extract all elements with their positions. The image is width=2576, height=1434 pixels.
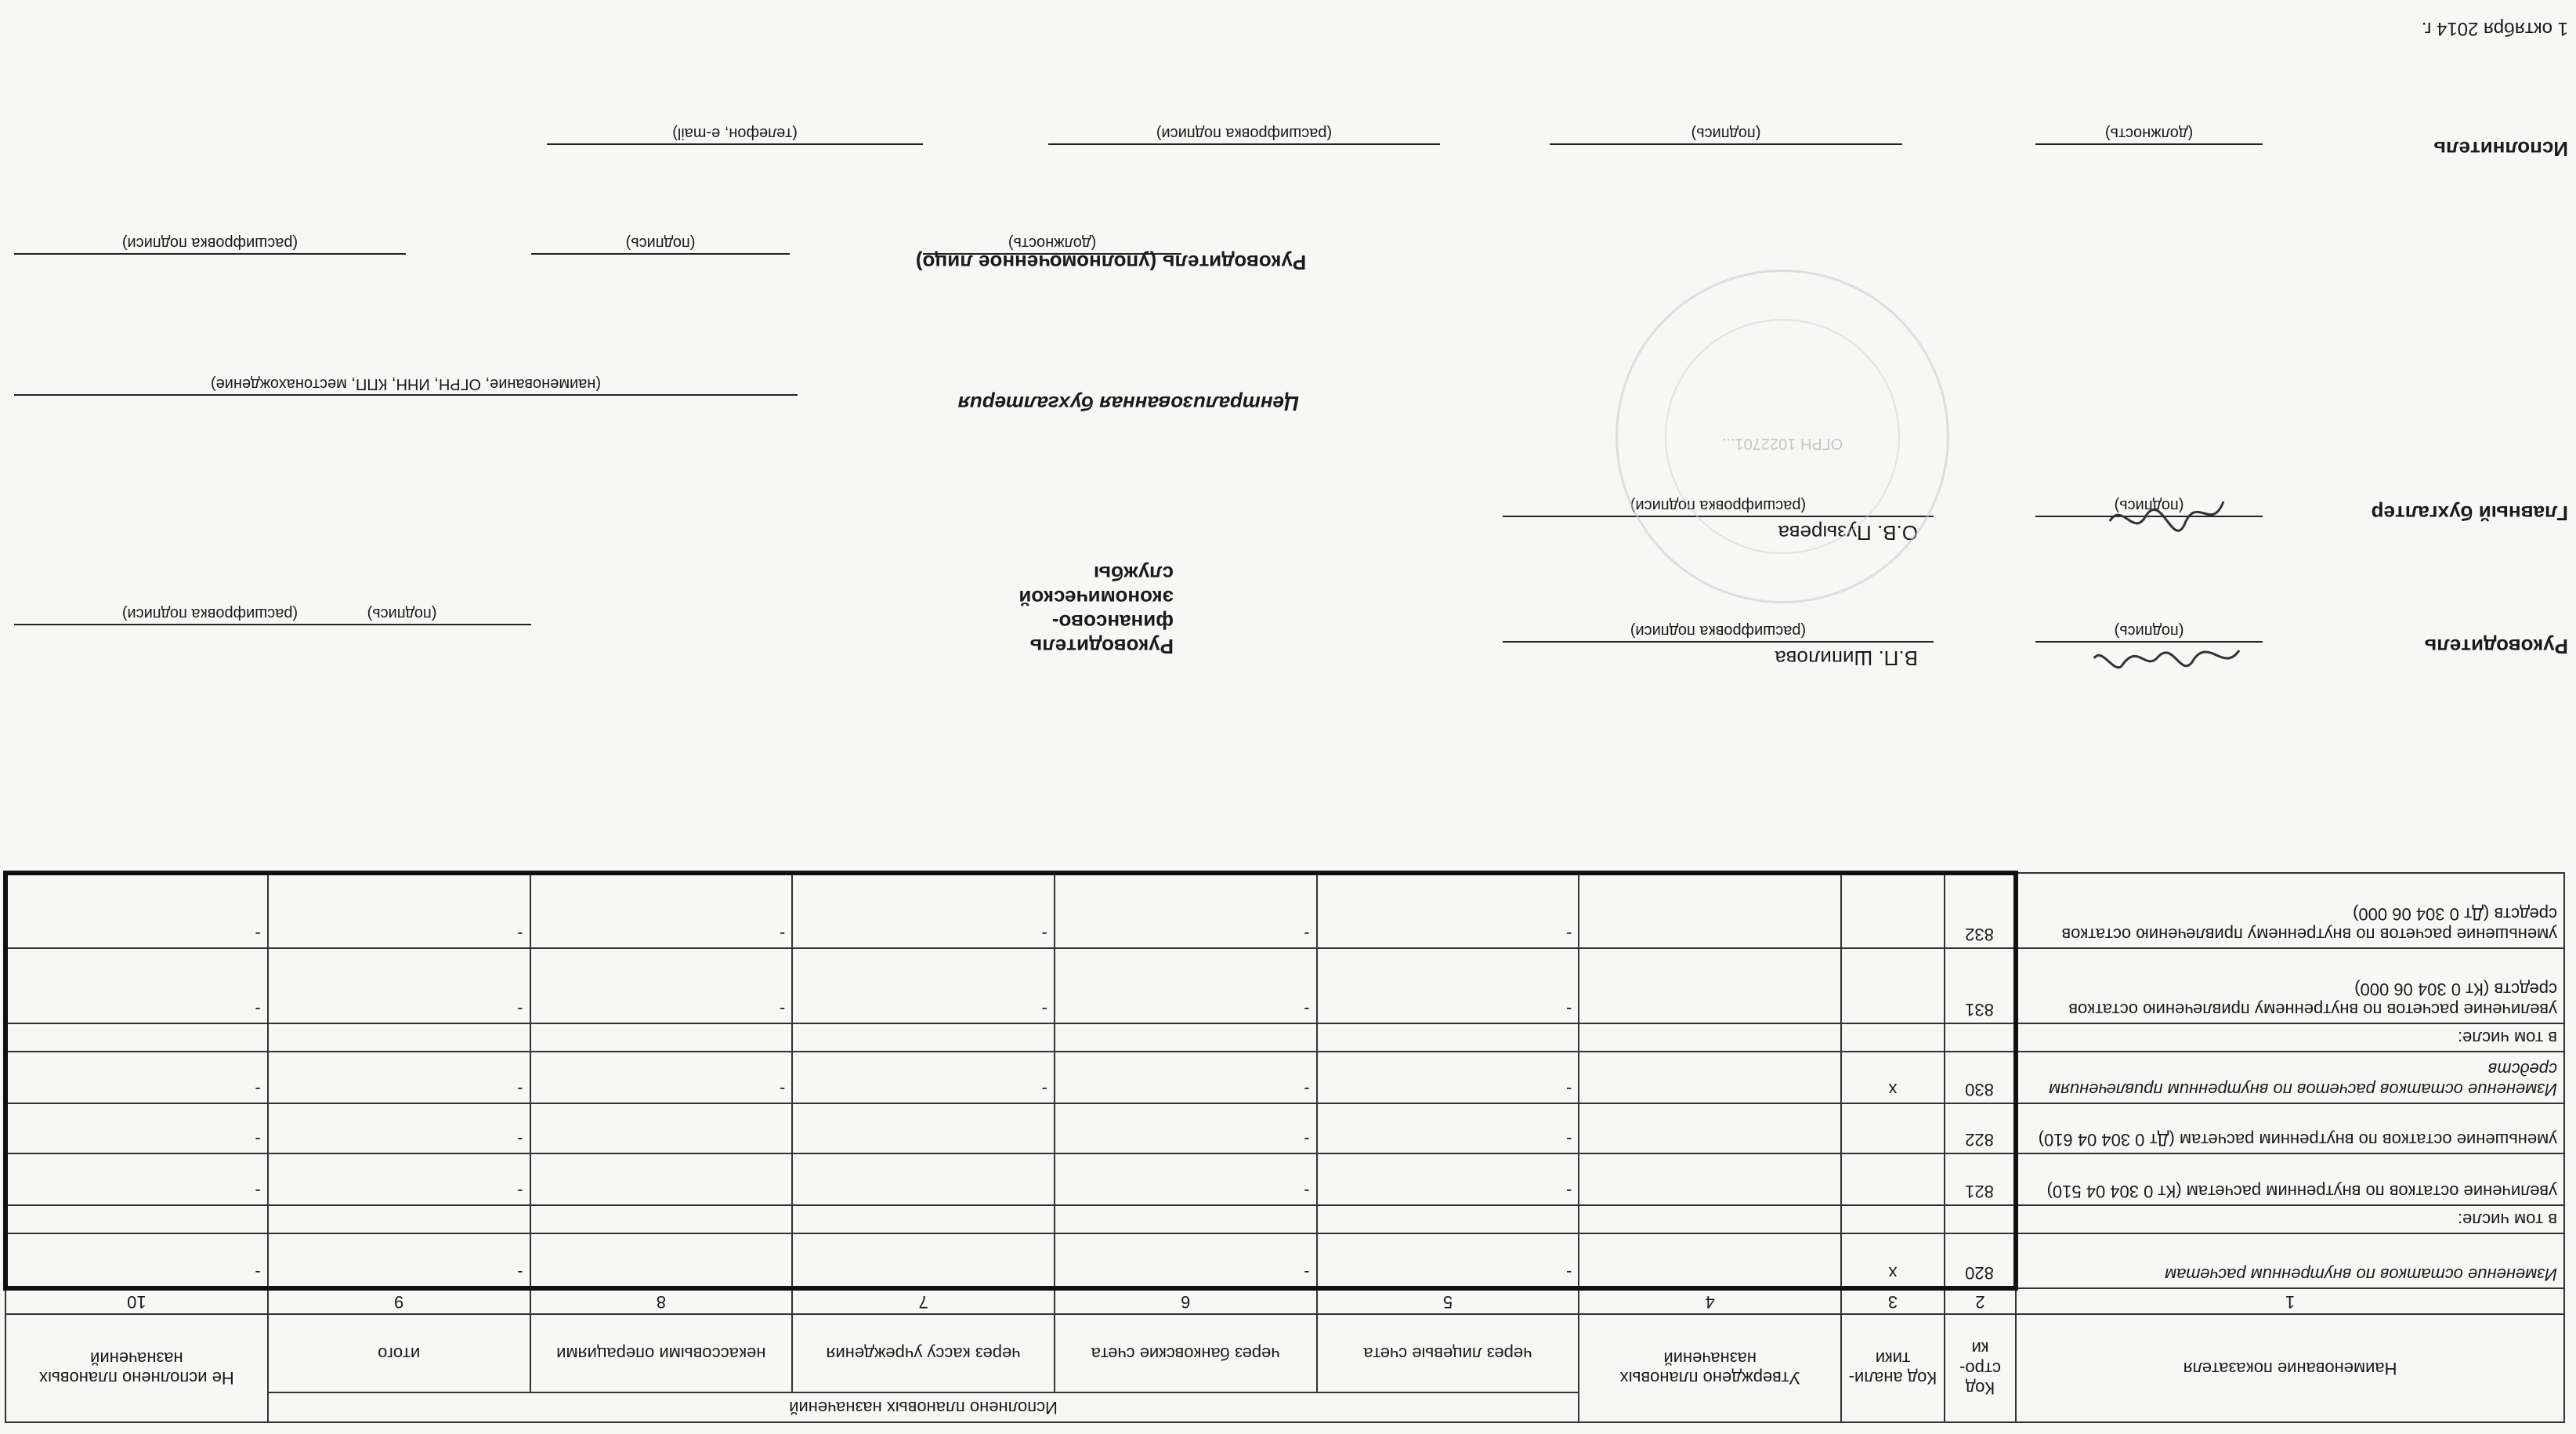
- row-analytic: x: [1841, 1052, 1945, 1103]
- row-code: [1945, 1023, 2016, 1052]
- row-name: увеличение расчетов по внутреннему привлечению остатков средств (Кт 0 304 06 000): [2016, 948, 2564, 1023]
- header-via-cash: через кассу учреждения: [792, 1314, 1055, 1392]
- row-c7: [792, 1233, 1055, 1288]
- table-row: [5, 873, 2564, 948]
- row-c9: -: [268, 1052, 530, 1103]
- row-c9: -: [268, 948, 530, 1023]
- row-code: [1945, 1205, 2016, 1233]
- row-code: 821: [1945, 1153, 2016, 1205]
- row-code: 830: [1945, 1052, 2016, 1103]
- row-c5: [1317, 1205, 1579, 1233]
- chief-name: О.В. Пузырева: [1778, 521, 1918, 545]
- row-c6: -: [1055, 1103, 1317, 1153]
- row-c8: [530, 1233, 793, 1288]
- row-approved: [1579, 873, 1841, 948]
- row-c10: -: [5, 1052, 268, 1103]
- header-approved: Утверждено плановых назначений: [1579, 1314, 1841, 1422]
- table-header-row: [5, 1392, 2564, 1422]
- row-c6: -: [1055, 1153, 1317, 1205]
- row-c10: [5, 1023, 268, 1052]
- row-name: Изменение остатков расчетов по внутренним привлечениям средств: [2016, 1052, 2564, 1103]
- header-via-personal: через лицевые счета: [1317, 1314, 1579, 1392]
- row-code: 832: [1945, 873, 2016, 948]
- row-c9: [268, 1205, 530, 1233]
- row-c5: -: [1317, 873, 1579, 948]
- col-number: 8: [530, 1288, 793, 1314]
- row-c6: [1055, 1205, 1317, 1233]
- row-name: увеличение остатков по внутренним расчетам (Кт 0 304 04 510): [2016, 1153, 2564, 1205]
- col-number: 6: [1055, 1288, 1317, 1314]
- col-number: 2: [1945, 1288, 2016, 1314]
- table-row: [5, 1103, 2564, 1153]
- row-c5: -: [1317, 1153, 1579, 1205]
- row-approved: [1579, 1103, 1841, 1153]
- row-c10: [5, 1205, 268, 1233]
- row-analytic: [1841, 1205, 1945, 1233]
- table-row: [5, 1023, 2564, 1052]
- authorized-head-label: Руководитель (уполномоченное лицо): [915, 251, 1307, 274]
- chief-handwritten-signature: [2106, 478, 2231, 549]
- row-c10: -: [5, 873, 268, 948]
- row-code: 822: [1945, 1103, 2016, 1153]
- row-analytic: x: [1841, 1233, 1945, 1288]
- header-via-bank: через банковские счета: [1055, 1314, 1317, 1392]
- central-accounting-line: [14, 394, 798, 396]
- report-table: [3, 871, 2565, 1423]
- row-c9: -: [268, 873, 530, 948]
- row-c9: -: [268, 1153, 530, 1205]
- auth-name-caption: (расшифровка подписи): [121, 234, 298, 252]
- row-c6: [1055, 1023, 1317, 1052]
- table-row: [5, 948, 2564, 1023]
- head-name: В.П. Шипилова: [1775, 646, 1918, 670]
- row-c9: [268, 1023, 530, 1052]
- row-c7: [792, 1205, 1055, 1233]
- row-c6: -: [1055, 1052, 1317, 1103]
- table-row: [5, 1205, 2564, 1233]
- row-c8: -: [530, 948, 793, 1023]
- row-c8: [530, 1023, 793, 1052]
- exec-name-line: [1048, 143, 1440, 145]
- row-approved: [1579, 1205, 1841, 1233]
- head-name-caption: (расшифровка подписи): [1630, 622, 1807, 639]
- row-approved: [1579, 1233, 1841, 1288]
- col-number: 9: [268, 1288, 530, 1314]
- head-label: Руководитель: [2424, 635, 2568, 658]
- exec-signature-caption: (подпись): [1691, 125, 1761, 142]
- row-c8: -: [530, 1052, 793, 1103]
- row-c7: -: [792, 873, 1055, 948]
- auth-name-line: [14, 253, 406, 255]
- report-date: 1 октября 2014 г.: [2421, 18, 2568, 39]
- head-signature-caption: (подпись): [2114, 622, 2184, 639]
- executor-label: Исполнитель: [2433, 137, 2568, 161]
- exec-position-caption: (должность): [2104, 125, 2194, 142]
- exec-phone-line: [547, 143, 923, 145]
- header-noncash: некассовыми операциями: [530, 1314, 793, 1392]
- row-c7: -: [792, 1052, 1055, 1103]
- header-name: Наименование показателя: [2016, 1314, 2564, 1422]
- auth-signature-line: [531, 253, 790, 255]
- row-c7: [792, 1153, 1055, 1205]
- col-number: 5: [1317, 1288, 1579, 1314]
- stamp-ogrn: ОГРН 1022701...: [1721, 435, 1843, 452]
- row-c8: [530, 1205, 793, 1233]
- row-c5: -: [1317, 1052, 1579, 1103]
- row-name: уменьшение расчетов по внутреннему привлечению остатков средств (Дт 0 304 06 000): [2016, 873, 2564, 948]
- row-c10: -: [5, 1103, 268, 1153]
- header-executed-group: Исполнено плановых назначений: [268, 1392, 1579, 1422]
- row-approved: [1579, 948, 1841, 1023]
- row-c7: -: [792, 948, 1055, 1023]
- row-code: 831: [1945, 948, 2016, 1023]
- col-number: 7: [792, 1288, 1055, 1314]
- row-code: 820: [1945, 1233, 2016, 1288]
- row-c6: -: [1055, 948, 1317, 1023]
- row-c6: -: [1055, 873, 1317, 948]
- row-name: в том числе:: [2016, 1205, 2564, 1233]
- exec-name-caption: (расшифровка подписи): [1156, 125, 1333, 142]
- row-c8: [530, 1103, 793, 1153]
- col-number: 4: [1579, 1288, 1841, 1314]
- chief-name-caption: (расшифровка подписи): [1630, 497, 1807, 514]
- row-c10: -: [5, 948, 268, 1023]
- row-approved: [1579, 1153, 1841, 1205]
- row-name: в том числе:: [2016, 1023, 2564, 1052]
- col-number: 10: [5, 1288, 268, 1314]
- auth-position-line: [923, 253, 1181, 255]
- organization-stamp: [1615, 270, 1949, 603]
- chief-signature-caption: (подпись): [2114, 497, 2184, 514]
- auth-signature-caption: (подпись): [625, 234, 696, 252]
- row-analytic: [1841, 1153, 1945, 1205]
- head-handwritten-signature: [2090, 627, 2247, 682]
- row-c7: [792, 1103, 1055, 1153]
- row-name: уменьшение остатков по внутренним расчетам (Дт 0 304 04 610): [2016, 1103, 2564, 1153]
- col-number: 3: [1841, 1288, 1945, 1314]
- row-c5: [1317, 1023, 1579, 1052]
- row-c9: -: [268, 1233, 530, 1288]
- row-c8: -: [530, 873, 793, 948]
- central-accounting-caption: (наименование, ОГРН, ИНН, КПП, местонахождение): [210, 375, 602, 393]
- fin-name-caption: (расшифровка подписи): [121, 605, 298, 622]
- exec-position-line: [2035, 143, 2263, 145]
- head-name-line: [1503, 641, 1934, 643]
- fin-name-line: [14, 624, 406, 625]
- row-c8: [530, 1153, 793, 1205]
- row-c6: -: [1055, 1233, 1317, 1288]
- table-row: [5, 1052, 2564, 1103]
- row-approved: [1579, 1052, 1841, 1103]
- header-analytic-code: Код анали-тики: [1841, 1314, 1945, 1422]
- column-numbers-row: [5, 1288, 2564, 1314]
- auth-position-caption: (должность): [1008, 234, 1097, 252]
- row-approved: [1579, 1023, 1841, 1052]
- chief-accountant-label: Главный бухгалтер: [2371, 502, 2568, 525]
- row-c10: -: [5, 1233, 268, 1288]
- row-analytic: [1841, 1023, 1945, 1052]
- col-number: 1: [2016, 1288, 2564, 1314]
- row-name: Изменение остатков по внутренним расчетам: [2016, 1233, 2564, 1288]
- row-analytic: [1841, 1103, 1945, 1153]
- fin-head-label: Руководитель финансово-экономической службы: [1018, 562, 1174, 658]
- row-c5: -: [1317, 1103, 1579, 1153]
- fin-signature-caption: (подпись): [367, 605, 437, 622]
- row-c7: [792, 1023, 1055, 1052]
- row-c5: -: [1317, 948, 1579, 1023]
- row-c9: -: [268, 1103, 530, 1153]
- exec-signature-line: [1550, 143, 1902, 145]
- exec-phone-caption: (телефон, e-mail): [672, 125, 798, 142]
- row-c10: -: [5, 1153, 268, 1205]
- table-row: [5, 1233, 2564, 1288]
- row-analytic: [1841, 948, 1945, 1023]
- central-accounting-label: Централизованная бухгалтерия: [957, 392, 1299, 415]
- row-analytic: [1841, 873, 1945, 948]
- header-total: итого: [268, 1314, 530, 1392]
- header-row-code: Код стро-ки: [1945, 1314, 2016, 1422]
- row-c5: -: [1317, 1233, 1579, 1288]
- header-not-executed: Не исполнено плановых назначений: [5, 1314, 268, 1422]
- table-row: [5, 1153, 2564, 1205]
